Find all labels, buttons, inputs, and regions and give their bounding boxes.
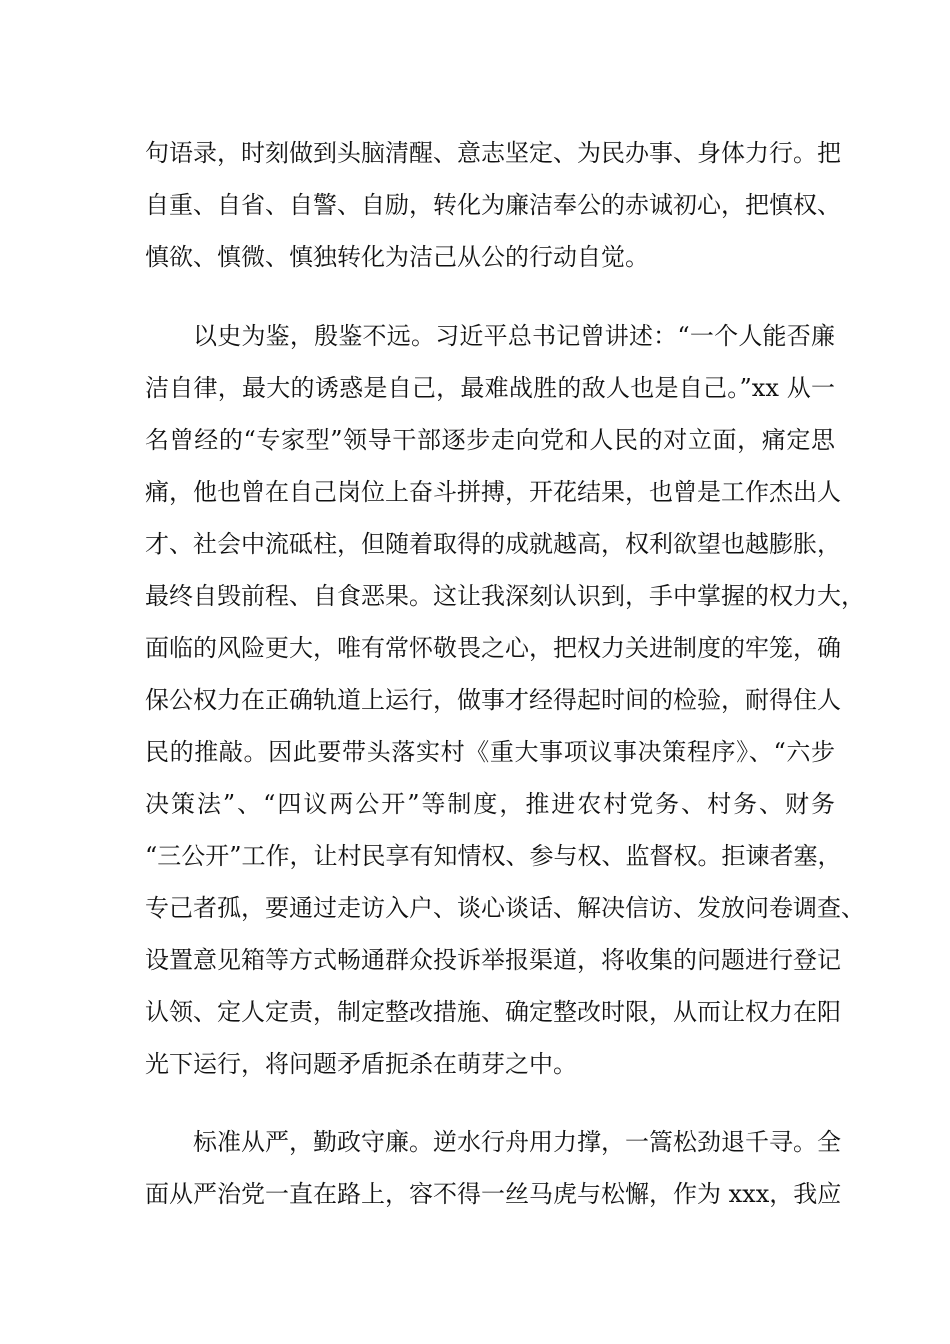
text-line: 慎欲、慎微、慎独转化为洁己从公的行动自觉。: [145, 243, 649, 271]
text-line: 光下运行，将问题矛盾扼杀在萌芽之中。: [145, 1050, 577, 1078]
text-line: 才、社会中流砥柱，但随着取得的成就越高，权利欲望也越膨胀，: [145, 530, 841, 558]
text-line: 句语录，时刻做到头脑清醒、意志坚定、为民办事、身体力行。把: [145, 139, 841, 167]
text-line: 面从严治党一直在路上，容不得一丝马虎与松懈，作为 xxx，我应: [145, 1180, 842, 1208]
text-line: 痛，他也曾在自己岗位上奋斗拼搏，开花结果，也曾是工作杰出人: [145, 478, 841, 506]
text-line: “三公开”工作，让村民享有知情权、参与权、监督权。拒谏者塞，: [145, 842, 842, 870]
text-line: 名曾经的“专家型”领导干部逐步走向党和人民的对立面，痛定思: [145, 426, 835, 454]
text-line: 设置意见箱等方式畅通群众投诉举报渠道，将收集的问题进行登记: [145, 946, 841, 974]
text-line: 决策法”、“四议两公开”等制度，推进农村党务、村务、财务: [145, 790, 835, 818]
text-line: 面临的风险更大，唯有常怀敬畏之心，把权力关进制度的牢笼，确: [145, 634, 841, 662]
text-line: 专己者孤，要通过走访入户、谈心谈话、解决信访、发放问卷调查、: [145, 894, 865, 922]
text-line: 保公权力在正确轨道上运行，做事才经得起时间的检验，耐得住人: [145, 686, 841, 714]
text-line: 洁自律，最大的诱惑是自己，最难战胜的敌人也是自己。”xx 从一: [145, 374, 835, 402]
text-line: 自重、自省、自警、自励，转化为廉洁奉公的赤诚初心，把慎权、: [145, 191, 841, 219]
text-line: 民的推敲。因此要带头落实村《重大事项议事决策程序》、“六步: [145, 738, 835, 766]
paragraph-first-line: 以史为鉴，殷鉴不远。习近平总书记曾讲述：“一个人能否廉: [193, 322, 835, 350]
text-line: 认领、定人定责，制定整改措施、确定整改时限，从而让权力在阳: [145, 998, 841, 1026]
text-line: 最终自毁前程、自食恶果。这让我深刻认识到，手中掌握的权力大，: [145, 582, 865, 610]
paragraph-first-line: 标准从严，勤政守廉。逆水行舟用力撑，一篙松劲退千寻。全: [193, 1128, 841, 1156]
